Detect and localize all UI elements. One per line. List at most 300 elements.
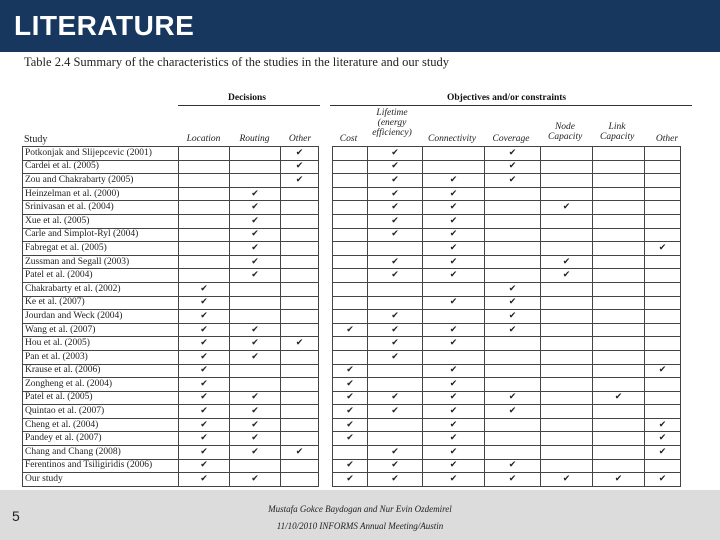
check-icon: ✔ (449, 460, 458, 471)
check-cell (645, 147, 681, 161)
table-row (23, 459, 681, 473)
check-icon: ✔ (508, 460, 517, 471)
check-icon: ✔ (200, 297, 208, 308)
check-icon: ✔ (508, 283, 517, 294)
check-cell (423, 174, 485, 188)
table-row (23, 296, 681, 310)
check-icon: ✔ (391, 460, 399, 471)
check-icon: ✔ (251, 188, 259, 199)
check-cell (423, 337, 485, 351)
check-cell (541, 174, 593, 188)
check-icon: ✔ (508, 474, 517, 485)
check-cell (423, 418, 485, 432)
check-cell (645, 296, 681, 310)
group-gap (319, 391, 333, 405)
check-cell (281, 432, 319, 446)
table-row (23, 378, 681, 392)
check-icon: ✔ (391, 256, 399, 267)
check-cell (281, 269, 319, 283)
table-row (23, 242, 681, 256)
check-cell (179, 459, 230, 473)
check-cell (230, 432, 281, 446)
check-cell (593, 242, 645, 256)
study-cell: Pandey et al. (2007) (23, 432, 179, 446)
check-icon: ✔ (449, 365, 458, 376)
check-cell (541, 255, 593, 269)
check-icon: ✔ (200, 324, 208, 335)
group-gap (319, 310, 333, 324)
study-cell: Patel et al. (2004) (23, 269, 179, 283)
check-cell (368, 214, 423, 228)
check-cell (368, 147, 423, 161)
check-icon: ✔ (508, 406, 517, 417)
check-icon: ✔ (251, 202, 259, 213)
check-icon: ✔ (251, 338, 259, 349)
column-header: Location (186, 134, 221, 144)
study-cell: Srinivasan et al. (2004) (23, 201, 179, 215)
check-cell (230, 187, 281, 201)
study-cell: Zussman and Segall (2003) (23, 255, 179, 269)
column-header: Routing (239, 134, 270, 144)
check-cell (333, 269, 368, 283)
table-row (23, 174, 681, 188)
check-cell (179, 446, 230, 460)
group-gap (319, 214, 333, 228)
summary-table (22, 146, 681, 487)
check-cell (485, 201, 541, 215)
check-cell (230, 160, 281, 174)
table-row (23, 187, 681, 201)
table-row (23, 337, 681, 351)
study-cell: Ke et al. (2007) (23, 296, 179, 310)
check-icon: ✔ (658, 433, 667, 444)
check-icon: ✔ (200, 446, 208, 457)
check-cell (281, 201, 319, 215)
study-cell: Fabregat et al. (2005) (23, 242, 179, 256)
check-cell (541, 364, 593, 378)
check-cell (645, 350, 681, 364)
check-cell (485, 323, 541, 337)
check-cell (368, 269, 423, 283)
check-cell (281, 337, 319, 351)
check-icon: ✔ (449, 174, 458, 185)
group-gap (319, 323, 333, 337)
check-icon: ✔ (658, 446, 667, 457)
check-icon: ✔ (251, 215, 259, 226)
check-icon: ✔ (449, 406, 458, 417)
check-cell (423, 160, 485, 174)
check-cell (541, 282, 593, 296)
check-cell (368, 405, 423, 419)
check-cell (281, 160, 319, 174)
column-header: Cost (339, 134, 358, 144)
footer-event: 11/10/2010 INFORMS Annual Meeting/Austin (276, 521, 444, 531)
study-cell: Jourdan and Weck (2004) (23, 310, 179, 324)
check-icon: ✔ (346, 460, 354, 471)
check-cell (179, 242, 230, 256)
check-cell (179, 214, 230, 228)
slide-footer (0, 490, 720, 540)
check-icon: ✔ (508, 392, 517, 403)
check-icon: ✔ (346, 324, 354, 335)
check-cell (485, 350, 541, 364)
check-icon: ✔ (346, 433, 354, 444)
check-icon: ✔ (200, 365, 208, 376)
check-icon: ✔ (562, 256, 571, 267)
study-cell: Quintao et al. (2007) (23, 405, 179, 419)
check-cell (485, 391, 541, 405)
check-cell (593, 187, 645, 201)
table-row (23, 323, 681, 337)
check-icon: ✔ (200, 406, 208, 417)
check-icon: ✔ (449, 338, 458, 349)
check-icon: ✔ (508, 324, 517, 335)
check-cell (423, 187, 485, 201)
check-cell (541, 432, 593, 446)
check-cell (485, 459, 541, 473)
check-cell (179, 418, 230, 432)
check-icon: ✔ (391, 351, 399, 362)
check-cell (423, 391, 485, 405)
check-cell (541, 459, 593, 473)
study-cell: Krause et al. (2006) (23, 364, 179, 378)
check-cell (541, 147, 593, 161)
check-cell (333, 364, 368, 378)
check-cell (645, 364, 681, 378)
check-icon: ✔ (346, 419, 354, 430)
check-cell (230, 337, 281, 351)
check-icon: ✔ (449, 256, 458, 267)
check-cell (593, 405, 645, 419)
check-cell (179, 296, 230, 310)
check-cell (333, 201, 368, 215)
group-gap (319, 418, 333, 432)
check-icon: ✔ (391, 324, 399, 335)
check-cell (368, 378, 423, 392)
study-cell: Chang and Chang (2008) (23, 446, 179, 460)
check-cell (645, 459, 681, 473)
check-cell (593, 174, 645, 188)
check-cell (593, 350, 645, 364)
check-cell (541, 337, 593, 351)
check-icon: ✔ (449, 215, 458, 226)
check-cell (541, 187, 593, 201)
table-row (23, 269, 681, 283)
check-icon: ✔ (251, 229, 259, 240)
check-cell (645, 214, 681, 228)
check-icon: ✔ (391, 446, 399, 457)
check-icon: ✔ (251, 419, 259, 430)
check-cell (230, 255, 281, 269)
check-cell (333, 187, 368, 201)
check-cell (368, 228, 423, 242)
check-cell (593, 473, 645, 487)
check-icon: ✔ (508, 161, 517, 172)
study-cell: Zongheng et al. (2004) (23, 378, 179, 392)
check-cell (368, 473, 423, 487)
check-icon: ✔ (200, 460, 208, 471)
table-row (23, 364, 681, 378)
check-cell (485, 378, 541, 392)
table-row (23, 350, 681, 364)
check-cell (230, 364, 281, 378)
column-header: Other (288, 134, 312, 144)
check-cell (333, 174, 368, 188)
check-cell (230, 201, 281, 215)
check-cell (368, 187, 423, 201)
check-cell (179, 174, 230, 188)
check-cell (485, 187, 541, 201)
check-cell (593, 391, 645, 405)
check-cell (485, 214, 541, 228)
check-cell (541, 310, 593, 324)
table-row (23, 446, 681, 460)
check-cell (423, 296, 485, 310)
check-icon: ✔ (295, 147, 304, 158)
check-cell (423, 323, 485, 337)
check-icon: ✔ (200, 474, 208, 485)
check-cell (593, 310, 645, 324)
check-cell (485, 337, 541, 351)
check-icon: ✔ (200, 310, 208, 321)
group-gap (319, 242, 333, 256)
check-icon: ✔ (508, 310, 517, 321)
slide-title: LITERATURE (14, 10, 195, 41)
check-icon: ✔ (449, 242, 458, 253)
check-cell (485, 310, 541, 324)
check-cell (179, 255, 230, 269)
group-gap (319, 432, 333, 446)
check-cell (333, 242, 368, 256)
group-gap (319, 160, 333, 174)
check-icon: ✔ (251, 406, 259, 417)
check-cell (645, 323, 681, 337)
check-cell (179, 473, 230, 487)
check-icon: ✔ (251, 474, 259, 485)
check-cell (281, 378, 319, 392)
check-cell (230, 228, 281, 242)
check-cell (593, 296, 645, 310)
check-cell (593, 446, 645, 460)
check-icon: ✔ (200, 351, 208, 362)
objectives-group-rule (330, 105, 692, 106)
table-row (23, 147, 681, 161)
group-gap (319, 174, 333, 188)
check-cell (593, 282, 645, 296)
check-icon: ✔ (449, 446, 458, 457)
check-cell (333, 282, 368, 296)
check-cell (281, 310, 319, 324)
check-cell (645, 446, 681, 460)
check-cell (368, 432, 423, 446)
check-cell (230, 446, 281, 460)
check-cell (333, 446, 368, 460)
check-icon: ✔ (391, 161, 399, 172)
check-icon: ✔ (346, 378, 354, 389)
check-cell (179, 364, 230, 378)
check-icon: ✔ (200, 392, 208, 403)
check-icon: ✔ (562, 270, 571, 281)
check-cell (230, 214, 281, 228)
check-cell (333, 310, 368, 324)
table-row (23, 160, 681, 174)
group-gap (319, 446, 333, 460)
column-header: Node Capacity (548, 122, 583, 142)
check-cell (645, 391, 681, 405)
check-cell (333, 228, 368, 242)
check-icon: ✔ (658, 365, 667, 376)
group-gap (319, 296, 333, 310)
check-cell (485, 255, 541, 269)
check-cell (368, 160, 423, 174)
check-cell (645, 228, 681, 242)
check-icon: ✔ (200, 338, 208, 349)
check-cell (593, 432, 645, 446)
check-cell (179, 405, 230, 419)
check-icon: ✔ (346, 365, 354, 376)
check-cell (333, 337, 368, 351)
check-cell (593, 160, 645, 174)
study-cell: Pan et al. (2003) (23, 350, 179, 364)
table-caption: Table 2.4 Summary of the characteristics of the studies in the literature and our study (24, 55, 450, 69)
check-icon: ✔ (391, 229, 399, 240)
check-cell (645, 242, 681, 256)
check-cell (333, 391, 368, 405)
table-row (23, 418, 681, 432)
check-icon: ✔ (449, 474, 458, 485)
check-cell (645, 160, 681, 174)
study-column-header: Study (24, 134, 48, 145)
check-cell (485, 160, 541, 174)
study-cell: Chakrabarty et al. (2002) (23, 282, 179, 296)
check-cell (541, 473, 593, 487)
check-cell (485, 405, 541, 419)
check-cell (541, 201, 593, 215)
check-cell (645, 282, 681, 296)
check-icon: ✔ (391, 147, 399, 158)
check-cell (423, 242, 485, 256)
check-icon: ✔ (449, 202, 458, 213)
group-gap (319, 187, 333, 201)
check-cell (333, 418, 368, 432)
check-icon: ✔ (251, 392, 259, 403)
check-cell (230, 391, 281, 405)
check-cell (281, 187, 319, 201)
check-cell (541, 228, 593, 242)
study-cell: Cardei et al. (2005) (23, 160, 179, 174)
check-icon: ✔ (295, 174, 304, 185)
check-cell (593, 337, 645, 351)
check-cell (281, 214, 319, 228)
table-row (23, 228, 681, 242)
check-cell (179, 378, 230, 392)
study-cell: Ferentinos and Tsiligiridis (2006) (23, 459, 179, 473)
study-cell: Patel et al. (2005) (23, 391, 179, 405)
group-gap (319, 364, 333, 378)
group-gap (319, 147, 333, 161)
check-cell (281, 174, 319, 188)
check-cell (423, 214, 485, 228)
check-icon: ✔ (449, 392, 458, 403)
check-cell (423, 350, 485, 364)
group-gap (319, 459, 333, 473)
check-icon: ✔ (346, 406, 354, 417)
check-cell (423, 405, 485, 419)
check-cell (333, 473, 368, 487)
check-cell (593, 228, 645, 242)
group-gap (319, 350, 333, 364)
check-icon: ✔ (295, 338, 304, 349)
check-cell (179, 350, 230, 364)
column-header: Coverage (492, 134, 530, 144)
check-icon: ✔ (449, 270, 458, 281)
check-icon: ✔ (508, 297, 517, 308)
check-cell (423, 269, 485, 283)
check-icon: ✔ (391, 215, 399, 226)
check-icon: ✔ (391, 392, 399, 403)
check-cell (593, 323, 645, 337)
check-cell (281, 323, 319, 337)
check-cell (593, 214, 645, 228)
table-row (23, 432, 681, 446)
check-cell (230, 378, 281, 392)
group-gap (319, 405, 333, 419)
check-icon: ✔ (346, 474, 354, 485)
group-gap (319, 473, 333, 487)
check-cell (230, 242, 281, 256)
check-cell (368, 337, 423, 351)
check-cell (179, 282, 230, 296)
check-cell (541, 405, 593, 419)
check-cell (423, 282, 485, 296)
check-cell (645, 405, 681, 419)
check-cell (485, 228, 541, 242)
check-icon: ✔ (251, 351, 259, 362)
check-cell (333, 432, 368, 446)
study-cell: Potkonjak and Slijepcevic (2001) (23, 147, 179, 161)
check-icon: ✔ (562, 474, 571, 485)
check-icon: ✔ (449, 229, 458, 240)
check-cell (368, 282, 423, 296)
check-cell (645, 418, 681, 432)
check-cell (485, 282, 541, 296)
check-cell (593, 255, 645, 269)
check-cell (333, 214, 368, 228)
check-cell (593, 269, 645, 283)
check-cell (423, 459, 485, 473)
check-cell (541, 323, 593, 337)
check-cell (230, 174, 281, 188)
check-cell (179, 391, 230, 405)
check-cell (368, 296, 423, 310)
check-cell (179, 323, 230, 337)
check-icon: ✔ (391, 474, 399, 485)
check-cell (230, 405, 281, 419)
check-cell (423, 473, 485, 487)
check-icon: ✔ (391, 174, 399, 185)
check-icon: ✔ (391, 310, 399, 321)
table-row (23, 255, 681, 269)
check-cell (281, 350, 319, 364)
check-icon: ✔ (449, 419, 458, 430)
check-cell (645, 473, 681, 487)
group-gap (319, 337, 333, 351)
study-cell: Xue et al. (2005) (23, 214, 179, 228)
check-icon: ✔ (449, 324, 458, 335)
check-cell (230, 296, 281, 310)
check-icon: ✔ (200, 433, 208, 444)
check-icon: ✔ (508, 174, 517, 185)
